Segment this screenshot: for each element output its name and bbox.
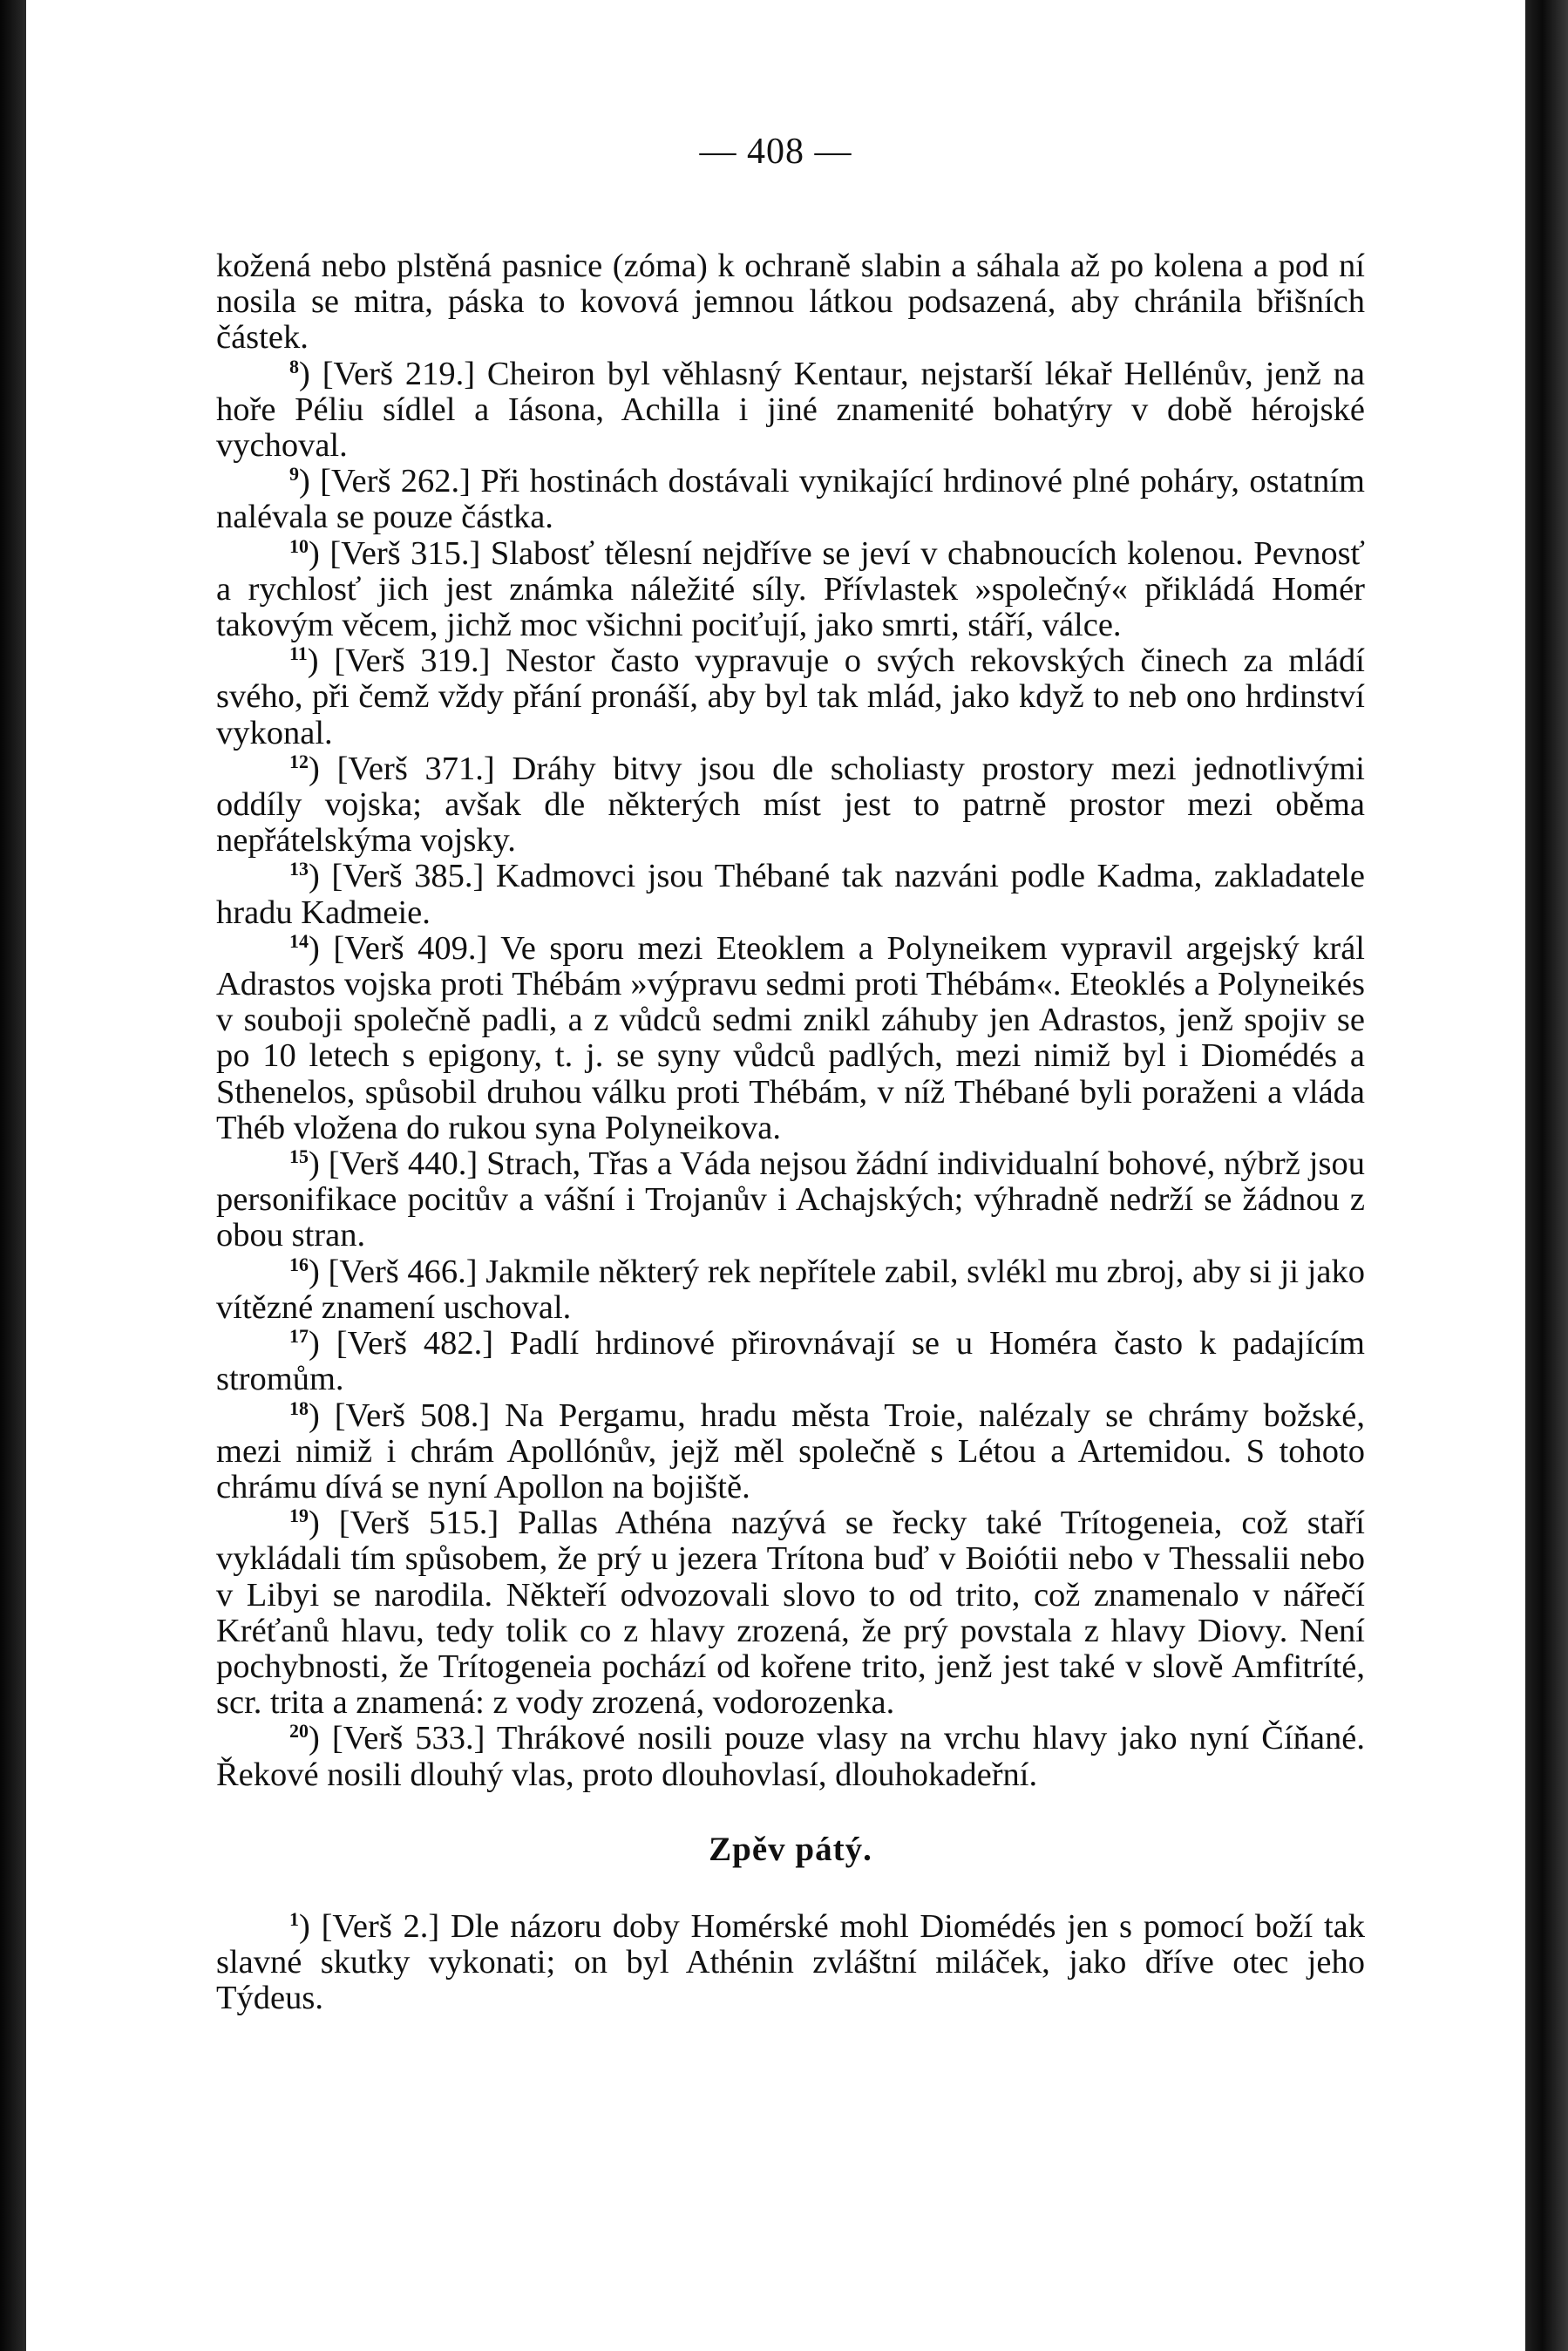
footnote-text: [Verš 2.] Dle názoru doby Homérské mohl Diomédés jen s pomocí boží tak slavné skutky vykonati; on byl Athénin zvláštní miláček, jako dříve otec jeho Týdeus. — [216, 1907, 1365, 2017]
intro-paragraph: kožená nebo plstěná pasnice (zóma) k ochraně slabin a sáhala až po kolena a pod ní nosila se mitra, páska to kovová jemnou látkou podsazená, aby chránila břišních částek. — [216, 248, 1365, 357]
footnote-number: 15 — [289, 1145, 309, 1168]
footnote-text: [Verš 315.] Slabosť tělesní nejdříve se jeví v chabnoucích kolenou. Pevnosť a rychlosť jich jest známka náležité síly. Přívlastek »společný« přikládá Homér takovým věcem, jichž moc všichni pociťují, jako smrti, stáří, válce. — [216, 534, 1365, 644]
footnote: $^{13}$) [Verš 385.] Kadmovci jsou Thébané tak nazváni podle Kadma, zakladatele hradu Kadmeie. — [216, 858, 1365, 931]
footnote-text: [Verš 371.] Dráhy bitvy jsou dle scholiasty prostory mezi jednotlivými oddíly vojska; avšak dle některých míst jest to patrně prostor mezi oběma nepřátelskýma vojsky. — [216, 750, 1366, 860]
footnote: $^{12}$) [Verš 371.] Dráhy bitvy jsou dle scholiasty prostory mezi jednotlivými oddíly vojska; avšak dle některých míst jest to patrně prostor mezi oběma nepřátelskýma vojsky. — [216, 750, 1366, 860]
footnote: $^{16}$) [Verš 466.] Jakmile některý rek nepřítele zabil, svlékl mu zbroj, aby si ji jako vítězné znamení uschoval. — [216, 1253, 1365, 1326]
footnote-number: 13 — [289, 858, 309, 880]
footnote-number: 10 — [289, 534, 309, 557]
footnote: $^8$) [Verš 219.] Cheiron byl věhlasný Kentaur, nejstarší lékař Hellénův, jenž na hoře Péliu sídlel a Iásona, Achilla i jiné znamenité bohatýry v době hérojské vychoval. — [216, 355, 1365, 465]
footnote-number: 1 — [289, 1907, 299, 1930]
footnote-text: [Verš 385.] Kadmovci jsou Thébané tak nazváni podle Kadma, zakladatele hradu Kadmeie. — [216, 858, 1365, 931]
section-heading: Zpěv pátý. — [709, 1830, 872, 1868]
footnote-number: 16 — [289, 1253, 309, 1275]
footnote-number: 20 — [289, 1720, 309, 1743]
footnote: $^1$) [Verš 2.] Dle názoru doby Homérské mohl Diomédés jen s pomocí boží tak slavné skutky vykonati; on byl Athénin zvláštní miláček, jako dříve otec jeho Týdeus. — [216, 1907, 1365, 2017]
footnote: $^{19}$) [Verš 515.] Pallas Athéna nazývá se řecky také Trítogeneia, což staří vykládali tím spůsobem, že prý u jezera Trítona buď v Boiótii nebo v Thessalii nebo v Libyi se narodila. Někteří odvozovali slovo to od trito, což znamenalo v nářečí Kréťanů hlavu, tedy tolik co z hlavy zrozená, že prý povstala z hlavy Diovy. Není pochybnosti, že Trítogeneia pochází od kořene trito, jenž jest také v slově Amfitríté, scr. trita a znamená: z vody zrozená, vodorozenka. — [216, 1505, 1365, 1722]
scan-left-edge — [0, 0, 26, 2351]
footnote: $^{15}$) [Verš 440.] Strach, Třas a Váda nejsou žádní individualní bohové, nýbrž jsou personifikace pocitův a vášní i Trojanův i Achajských; výhradně nedrží se žádnou z obou stran. — [216, 1145, 1365, 1254]
footnote: $^{14}$) [Verš 409.] Ve sporu mezi Eteoklem a Polyneikem vypravil argejský král Adrastos vojska proti Thébám »výpravu sedmi proti Thébám«. Eteoklés a Polyneikés v souboji společně padli, a z vůdců sedmi znikl záhuby jen Adrastos, jenž spojiv se po 10 letech s epigony, t. j. se syny vůdců padlých, mezi nimiž byl i Diomédés a Sthenelos, spůsobil druhou válku proti Thébám, v níž Thébané byli poraženi a vláda Théb vložena do rukou syna Polyneikova. — [216, 929, 1365, 1146]
footnote-text: [Verš 262.] Při hostinách dostávali vynikající hrdinové plné poháry, ostatním nalévala se pouze částka. — [216, 463, 1365, 536]
footnote-text: [Verš 508.] Na Pergamu, hradu města Troie, nalézaly se chrámy božské, mezi nimiž i chrám Apollónův, jejž měl společně s Létou a Artemidou. S tohoto chrámu dívá se nyní Apollon na bojiště. — [216, 1396, 1365, 1505]
page-body — [216, 248, 1365, 2017]
page-number: — 408 — — [699, 132, 852, 172]
footnote: $^{17}$) [Verš 482.] Padlí hrdinové přirovnávají se u Homéra často k padajícím stromům. — [216, 1325, 1366, 1398]
footnote-number: 12 — [289, 750, 309, 772]
footnote-text: [Verš 219.] Cheiron byl věhlasný Kentaur, nejstarší lékař Hellénův, jenž na hoře Péliu sídlel a Iásona, Achilla i jiné znamenité bohatýry v době hérojské vychoval. — [216, 355, 1365, 465]
footnote: $^{18}$) [Verš 508.] Na Pergamu, hradu města Troie, nalézaly se chrámy božské, mezi nimiž i chrám Apollónův, jejž měl společně s Létou a Artemidou. S tohoto chrámu dívá se nyní Apollon na bojiště. — [216, 1396, 1365, 1505]
footnote-number: 11 — [289, 642, 308, 665]
footnote-number: 18 — [289, 1396, 309, 1419]
footnote-text: [Verš 515.] Pallas Athéna nazývá se řecky také Trítogeneia, což staří vykládali tím spůsobem, že prý u jezera Trítona buď v Boiótii nebo v Thessalii nebo v Libyi se narodila. Někteří odvozovali slovo to od trito, což znamenalo v nářečí Kréťanů hlavu, tedy tolik co z hlavy zrozená, že prý povstala z hlavy Diovy. Není pochybnosti, že Trítogeneia pochází od kořene trito, jenž jest také v slově Amfitríté, scr. trita a znamená: z vody zrozená, vodorozenka. — [216, 1505, 1365, 1722]
footnote: $^9$) [Verš 262.] Při hostinách dostávali vynikající hrdinové plné poháry, ostatním nalévala se pouze částka. — [216, 463, 1365, 536]
footnote-number: 19 — [289, 1505, 309, 1527]
footnote-text: [Verš 319.] Nestor často vypravuje o svých rekovských činech za mládí svého, při čemž vždy přání pronáší, aby byl tak mlád, jako když to neb ono hrdinství vykonal. — [216, 642, 1365, 751]
footnote-text: [Verš 482.] Padlí hrdinové přirovnávají se u Homéra často k padajícím stromům. — [216, 1325, 1366, 1398]
footnote-text: [Verš 440.] Strach, Třas a Váda nejsou žádní individualní bohové, nýbrž jsou personifikace pocitův a vášní i Trojanův i Achajských; výhradně nedrží se žádnou z obou stran. — [216, 1145, 1365, 1254]
footnote-text: [Verš 409.] Ve sporu mezi Eteoklem a Polyneikem vypravil argejský král Adrastos vojska proti Thébám »výpravu sedmi proti Thébám«. Eteoklés a Polyneikés v souboji společně padli, a z vůdců sedmi znikl záhuby jen Adrastos, jenž spojiv se po 10 letech s epigony, t. j. se syny vůdců padlých, mezi nimiž byl i Diomédés a Sthenelos, spůsobil druhou válku proti Thébám, v níž Thébané byli poraženi a vláda Théb vložena do rukou syna Polyneikova. — [216, 929, 1365, 1146]
footnote: $^{11}$) [Verš 319.] Nestor často vypravuje o svých rekovských činech za mládí svého, při čemž vždy přání pronáší, aby byl tak mlád, jako když to neb ono hrdinství vykonal. — [216, 642, 1365, 751]
footnote-text: [Verš 466.] Jakmile některý rek nepřítele zabil, svlékl mu zbroj, aby si ji jako vítězné znamení uschoval. — [216, 1253, 1365, 1326]
footnote-text: [Verš 533.] Thrákové nosili pouze vlasy na vrchu hlavy jako nyní Číňané. Řekové nosili dlouhý vlas, proto dlouhovlasí, dlouhokadeřní. — [216, 1720, 1365, 1793]
scan-right-edge — [1525, 0, 1568, 2351]
footnote: $^{20}$) [Verš 533.] Thrákové nosili pouze vlasy na vrchu hlavy jako nyní Číňané. Řekové nosili dlouhý vlas, proto dlouhovlasí, dlouhokadeřní. — [216, 1720, 1365, 1793]
footnote: $^{10}$) [Verš 315.] Slabosť tělesní nejdříve se jeví v chabnoucích kolenou. Pevnosť a rychlosť jich jest známka náležité síly. Přívlastek »společný« přikládá Homér takovým věcem, jichž moc všichni pociťují, jako smrti, stáří, válce. — [216, 534, 1365, 644]
footnote-number: 17 — [289, 1325, 309, 1348]
footnote-number: 9 — [289, 463, 299, 486]
footnote-number: 8 — [289, 355, 299, 377]
footnote-number: 14 — [289, 929, 309, 952]
